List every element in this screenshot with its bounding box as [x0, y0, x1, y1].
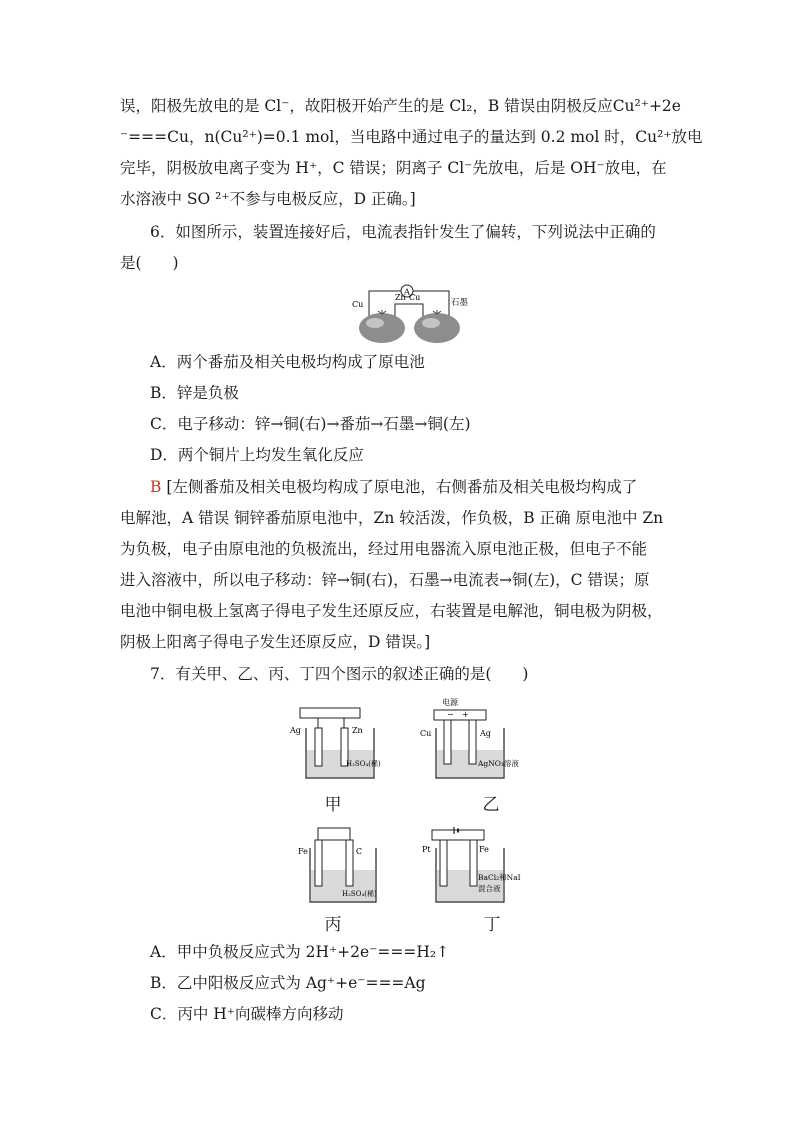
label-ding-left: Pt [422, 845, 431, 854]
label-ding-solution-1: BaCl₂和NaI [478, 873, 521, 882]
q7-option-b: B．乙中阳极反应式为 Ag⁺+e⁻===Ag [150, 974, 426, 992]
label-zn: Zn [395, 293, 406, 302]
label-bing-left: Fe [298, 847, 308, 856]
q5-explanation-line-1: 误，阳极先放电的是 Cl⁻，故阳极开始产生的是 Cl₂，B 错误由阴极反应Cu²⁺+2e [120, 97, 681, 115]
label-jia-solution: H₂SO₄(稀) [346, 760, 381, 768]
q5-explanation-line-2: ⁻===Cu，n(Cu²⁺)=0.1 mol，当电路中通过电子的量达到 0.2 mol 时，Cu²⁺放电 [120, 128, 703, 146]
q7-option-a: A．甲中负极反应式为 2H⁺+2e⁻===H₂↑ [150, 943, 450, 961]
wire-yi [434, 710, 486, 720]
tomato-cell-figure [345, 280, 480, 345]
wire-jia [300, 708, 360, 718]
tomato-right [414, 313, 460, 343]
tomato-right-highlight [422, 318, 440, 328]
label-cu-left: Cu [352, 300, 364, 309]
label-power: 电源 [442, 698, 458, 707]
caption-jia: 甲 [324, 795, 342, 815]
q6-explanation-text-1: [左侧番茄及相关电极均构成了原电池，右侧番茄及相关电极均构成了 [166, 478, 638, 496]
label-yi-left: Cu [420, 729, 432, 738]
label-jia-right: Zn [352, 726, 363, 735]
label-minus: − [447, 710, 454, 719]
label-jia-left: Ag [290, 726, 301, 735]
tomato-left [359, 313, 405, 343]
electrode-fe [315, 840, 322, 886]
q6-stem-line-1: 6．如图所示，装置连接好后，电流表指针发生了偏转，下列说法中正确的 [150, 223, 656, 241]
cell-ding-figure [416, 826, 546, 908]
q6-explanation-line-4: 进入溶液中，所以电子移动：锌→铜(右)，石墨→电流表→铜(左)，C 错误；原 [120, 571, 650, 589]
electrode-ag [315, 728, 322, 766]
cell-bing-figure [290, 826, 400, 908]
caption-bing: 丙 [324, 915, 342, 935]
q7-option-c: C．丙中 H⁺向碳棒方向移动 [150, 1005, 344, 1023]
electrode-pt [440, 840, 447, 886]
q6-explanation-line-3: 为负极，电子由原电池的负极流出，经过用电器流入原电池正极，但电子不能 [120, 540, 648, 558]
electrode-ag-yi [469, 720, 476, 764]
ammeter-label: A [403, 287, 411, 298]
q6-explanation-line-2: 电解池，A 错误 铜锌番茄原电池中，Zn 较活泼，作负极，B 正确 原电池中 Zn [120, 509, 664, 527]
q6-explanation-line-1 [150, 476, 637, 498]
wire-bing [318, 828, 350, 840]
cell-yi-figure [414, 696, 544, 784]
q5-explanation-line-4: 水溶液中 SO ²⁺不参与电极反应，D 正确。] [120, 190, 416, 208]
label-cu-right: Cu [409, 293, 421, 302]
label-bing-solution: H₂SO₄(稀) [342, 890, 377, 898]
caption-ding: 丁 [483, 915, 501, 935]
q6-explanation-line-5: 电池中铜电极上氢离子得电子发生还原反应，右装置是电解池，铜电极为阴极， [120, 602, 663, 620]
cell-jia-figure [288, 706, 398, 784]
label-yi-solution: AgNO₃溶液 [478, 759, 519, 768]
label-ding-right: Fe [479, 845, 489, 854]
q5-explanation-line-3: 完毕，阴极放电离子变为 H⁺，C 错误；阴离子 Cl⁻先放电，后是 OH⁻放电，在 [120, 159, 667, 177]
q6-answer-letter: B [150, 478, 162, 496]
caption-yi: 乙 [482, 795, 500, 815]
label-bing-right: C [356, 847, 363, 856]
tomato-left-highlight [366, 318, 384, 328]
electrode-cu [444, 720, 451, 764]
electrode-c [346, 840, 353, 886]
label-ding-solution-2: 混合液 [478, 884, 501, 893]
q6-option-c: C．电子移动：锌→铜(右)→番茄→石墨→铜(左) [150, 415, 471, 433]
q6-option-d: D．两个铜片上均发生氧化反应 [150, 446, 364, 464]
label-plus: + [462, 710, 469, 719]
q7-stem: 7．有关甲、乙、丙、丁四个图示的叙述正确的是( ) [150, 665, 529, 683]
label-graphite: 石墨 [451, 298, 469, 308]
label-yi-right: Ag [480, 729, 491, 738]
q6-option-b: B．锌是负极 [150, 384, 239, 402]
electrode-fe-ding [470, 840, 477, 886]
q6-stem-line-2: 是( ) [120, 254, 179, 272]
q6-explanation-line-6: 阴极上阳离子得电子发生还原反应，D 错误。] [120, 633, 431, 651]
q6-option-a: A．两个番茄及相关电极均构成了原电池 [150, 353, 425, 371]
